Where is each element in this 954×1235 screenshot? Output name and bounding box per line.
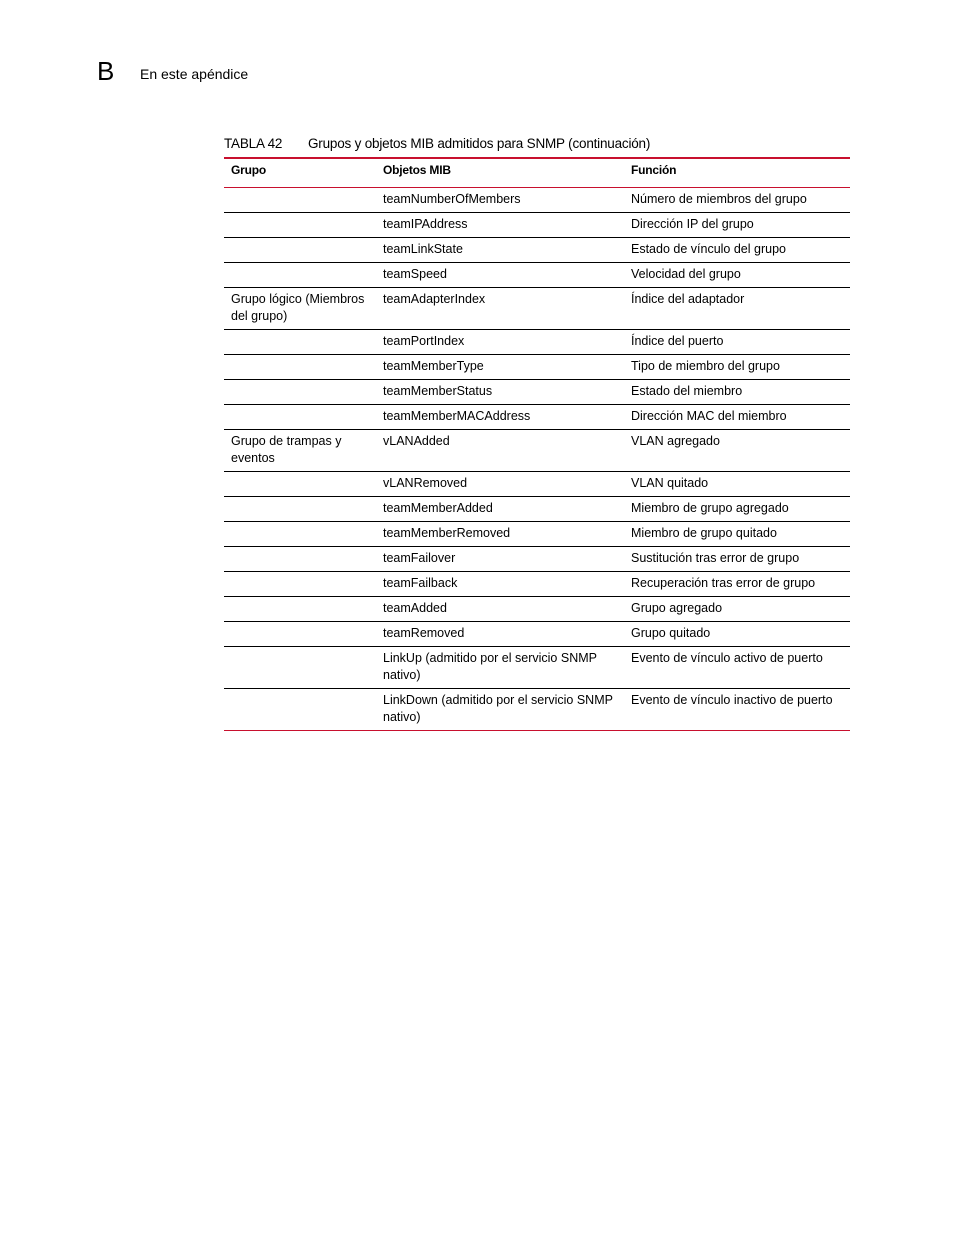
table-row bbox=[224, 430, 850, 472]
table-row bbox=[224, 405, 850, 430]
table-row bbox=[224, 213, 850, 238]
cell-funcion: Miembro de grupo agregado bbox=[624, 497, 850, 522]
cell-objeto-mib: LinkUp (admitido por el servicio SNMP nativo) bbox=[376, 647, 624, 689]
cell-funcion: Índice del adaptador bbox=[624, 288, 850, 330]
table-row bbox=[224, 330, 850, 355]
cell-funcion: Grupo quitado bbox=[624, 622, 850, 647]
table-row bbox=[224, 522, 850, 547]
cell-objeto-mib: teamNumberOfMembers bbox=[376, 188, 624, 213]
cell-funcion: Dirección IP del grupo bbox=[624, 213, 850, 238]
cell-grupo bbox=[224, 355, 376, 380]
cell-objeto-mib: teamLinkState bbox=[376, 238, 624, 263]
cell-grupo bbox=[224, 238, 376, 263]
cell-grupo bbox=[224, 689, 376, 731]
table-caption-title: Grupos y objetos MIB admitidos para SNMP (continuación) bbox=[308, 136, 651, 151]
cell-grupo bbox=[224, 622, 376, 647]
header-objetos-mib: Objetos MIB bbox=[376, 158, 624, 188]
cell-funcion: Evento de vínculo activo de puerto bbox=[624, 647, 850, 689]
header-funcion: Función bbox=[624, 158, 850, 188]
table-row bbox=[224, 238, 850, 263]
cell-objeto-mib: teamPortIndex bbox=[376, 330, 624, 355]
cell-grupo bbox=[224, 522, 376, 547]
cell-grupo bbox=[224, 647, 376, 689]
cell-grupo bbox=[224, 497, 376, 522]
cell-funcion: Dirección MAC del miembro bbox=[624, 405, 850, 430]
cell-grupo bbox=[224, 405, 376, 430]
cell-objeto-mib: teamAdded bbox=[376, 597, 624, 622]
cell-funcion: Estado de vínculo del grupo bbox=[624, 238, 850, 263]
appendix-letter: B bbox=[97, 56, 115, 86]
table-body bbox=[224, 188, 850, 731]
table-header-row bbox=[224, 158, 850, 188]
cell-objeto-mib: teamRemoved bbox=[376, 622, 624, 647]
table-row bbox=[224, 288, 850, 330]
cell-funcion: Miembro de grupo quitado bbox=[624, 522, 850, 547]
cell-grupo bbox=[224, 330, 376, 355]
cell-grupo bbox=[224, 547, 376, 572]
cell-grupo bbox=[224, 213, 376, 238]
cell-objeto-mib: teamMemberAdded bbox=[376, 497, 624, 522]
table-row bbox=[224, 380, 850, 405]
table-row bbox=[224, 188, 850, 213]
cell-funcion: Estado del miembro bbox=[624, 380, 850, 405]
table-row bbox=[224, 263, 850, 288]
cell-funcion: Número de miembros del grupo bbox=[624, 188, 850, 213]
cell-objeto-mib: vLANRemoved bbox=[376, 472, 624, 497]
cell-funcion: Recuperación tras error de grupo bbox=[624, 572, 850, 597]
cell-funcion: VLAN agregado bbox=[624, 430, 850, 472]
cell-funcion: Sustitución tras error de grupo bbox=[624, 547, 850, 572]
table-caption bbox=[224, 135, 850, 155]
running-header: En este apéndice bbox=[140, 66, 249, 82]
cell-objeto-mib: teamIPAddress bbox=[376, 213, 624, 238]
cell-funcion: VLAN quitado bbox=[624, 472, 850, 497]
cell-grupo: Grupo de trampas y eventos bbox=[224, 430, 376, 472]
cell-objeto-mib: teamMemberStatus bbox=[376, 380, 624, 405]
table-row bbox=[224, 572, 850, 597]
cell-objeto-mib: teamMemberType bbox=[376, 355, 624, 380]
table-caption-label: TABLA 42 bbox=[224, 136, 283, 151]
table-row bbox=[224, 597, 850, 622]
cell-funcion: Tipo de miembro del grupo bbox=[624, 355, 850, 380]
cell-grupo: Grupo lógico (Miembros del grupo) bbox=[224, 288, 376, 330]
cell-objeto-mib: LinkDown (admitido por el servicio SNMP nativo) bbox=[383, 693, 613, 724]
cell-funcion: Evento de vínculo inactivo de puerto bbox=[631, 693, 833, 707]
table-row bbox=[224, 355, 850, 380]
cell-objeto-mib: teamSpeed bbox=[376, 263, 624, 288]
header-grupo: Grupo bbox=[224, 158, 376, 188]
table-row bbox=[224, 472, 850, 497]
cell-funcion: Índice del puerto bbox=[624, 330, 850, 355]
cell-objeto-mib: teamFailback bbox=[376, 572, 624, 597]
table-row bbox=[224, 547, 850, 572]
mib-table bbox=[224, 157, 850, 731]
cell-funcion: Velocidad del grupo bbox=[624, 263, 850, 288]
cell-objeto-mib: teamFailover bbox=[376, 547, 624, 572]
cell-funcion: Grupo agregado bbox=[624, 597, 850, 622]
table-row bbox=[224, 689, 850, 731]
table-row bbox=[224, 622, 850, 647]
cell-objeto-mib: teamAdapterIndex bbox=[376, 288, 624, 330]
cell-grupo bbox=[224, 597, 376, 622]
cell-objeto-mib: teamMemberMACAddress bbox=[376, 405, 624, 430]
cell-objeto-mib: teamMemberRemoved bbox=[376, 522, 624, 547]
table-row bbox=[224, 497, 850, 522]
cell-grupo bbox=[224, 263, 376, 288]
mib-table-container bbox=[224, 157, 850, 731]
cell-grupo bbox=[224, 188, 376, 213]
table-row bbox=[224, 647, 850, 689]
cell-grupo bbox=[224, 380, 376, 405]
cell-grupo bbox=[224, 472, 376, 497]
cell-grupo bbox=[224, 572, 376, 597]
cell-objeto-mib: vLANAdded bbox=[376, 430, 624, 472]
